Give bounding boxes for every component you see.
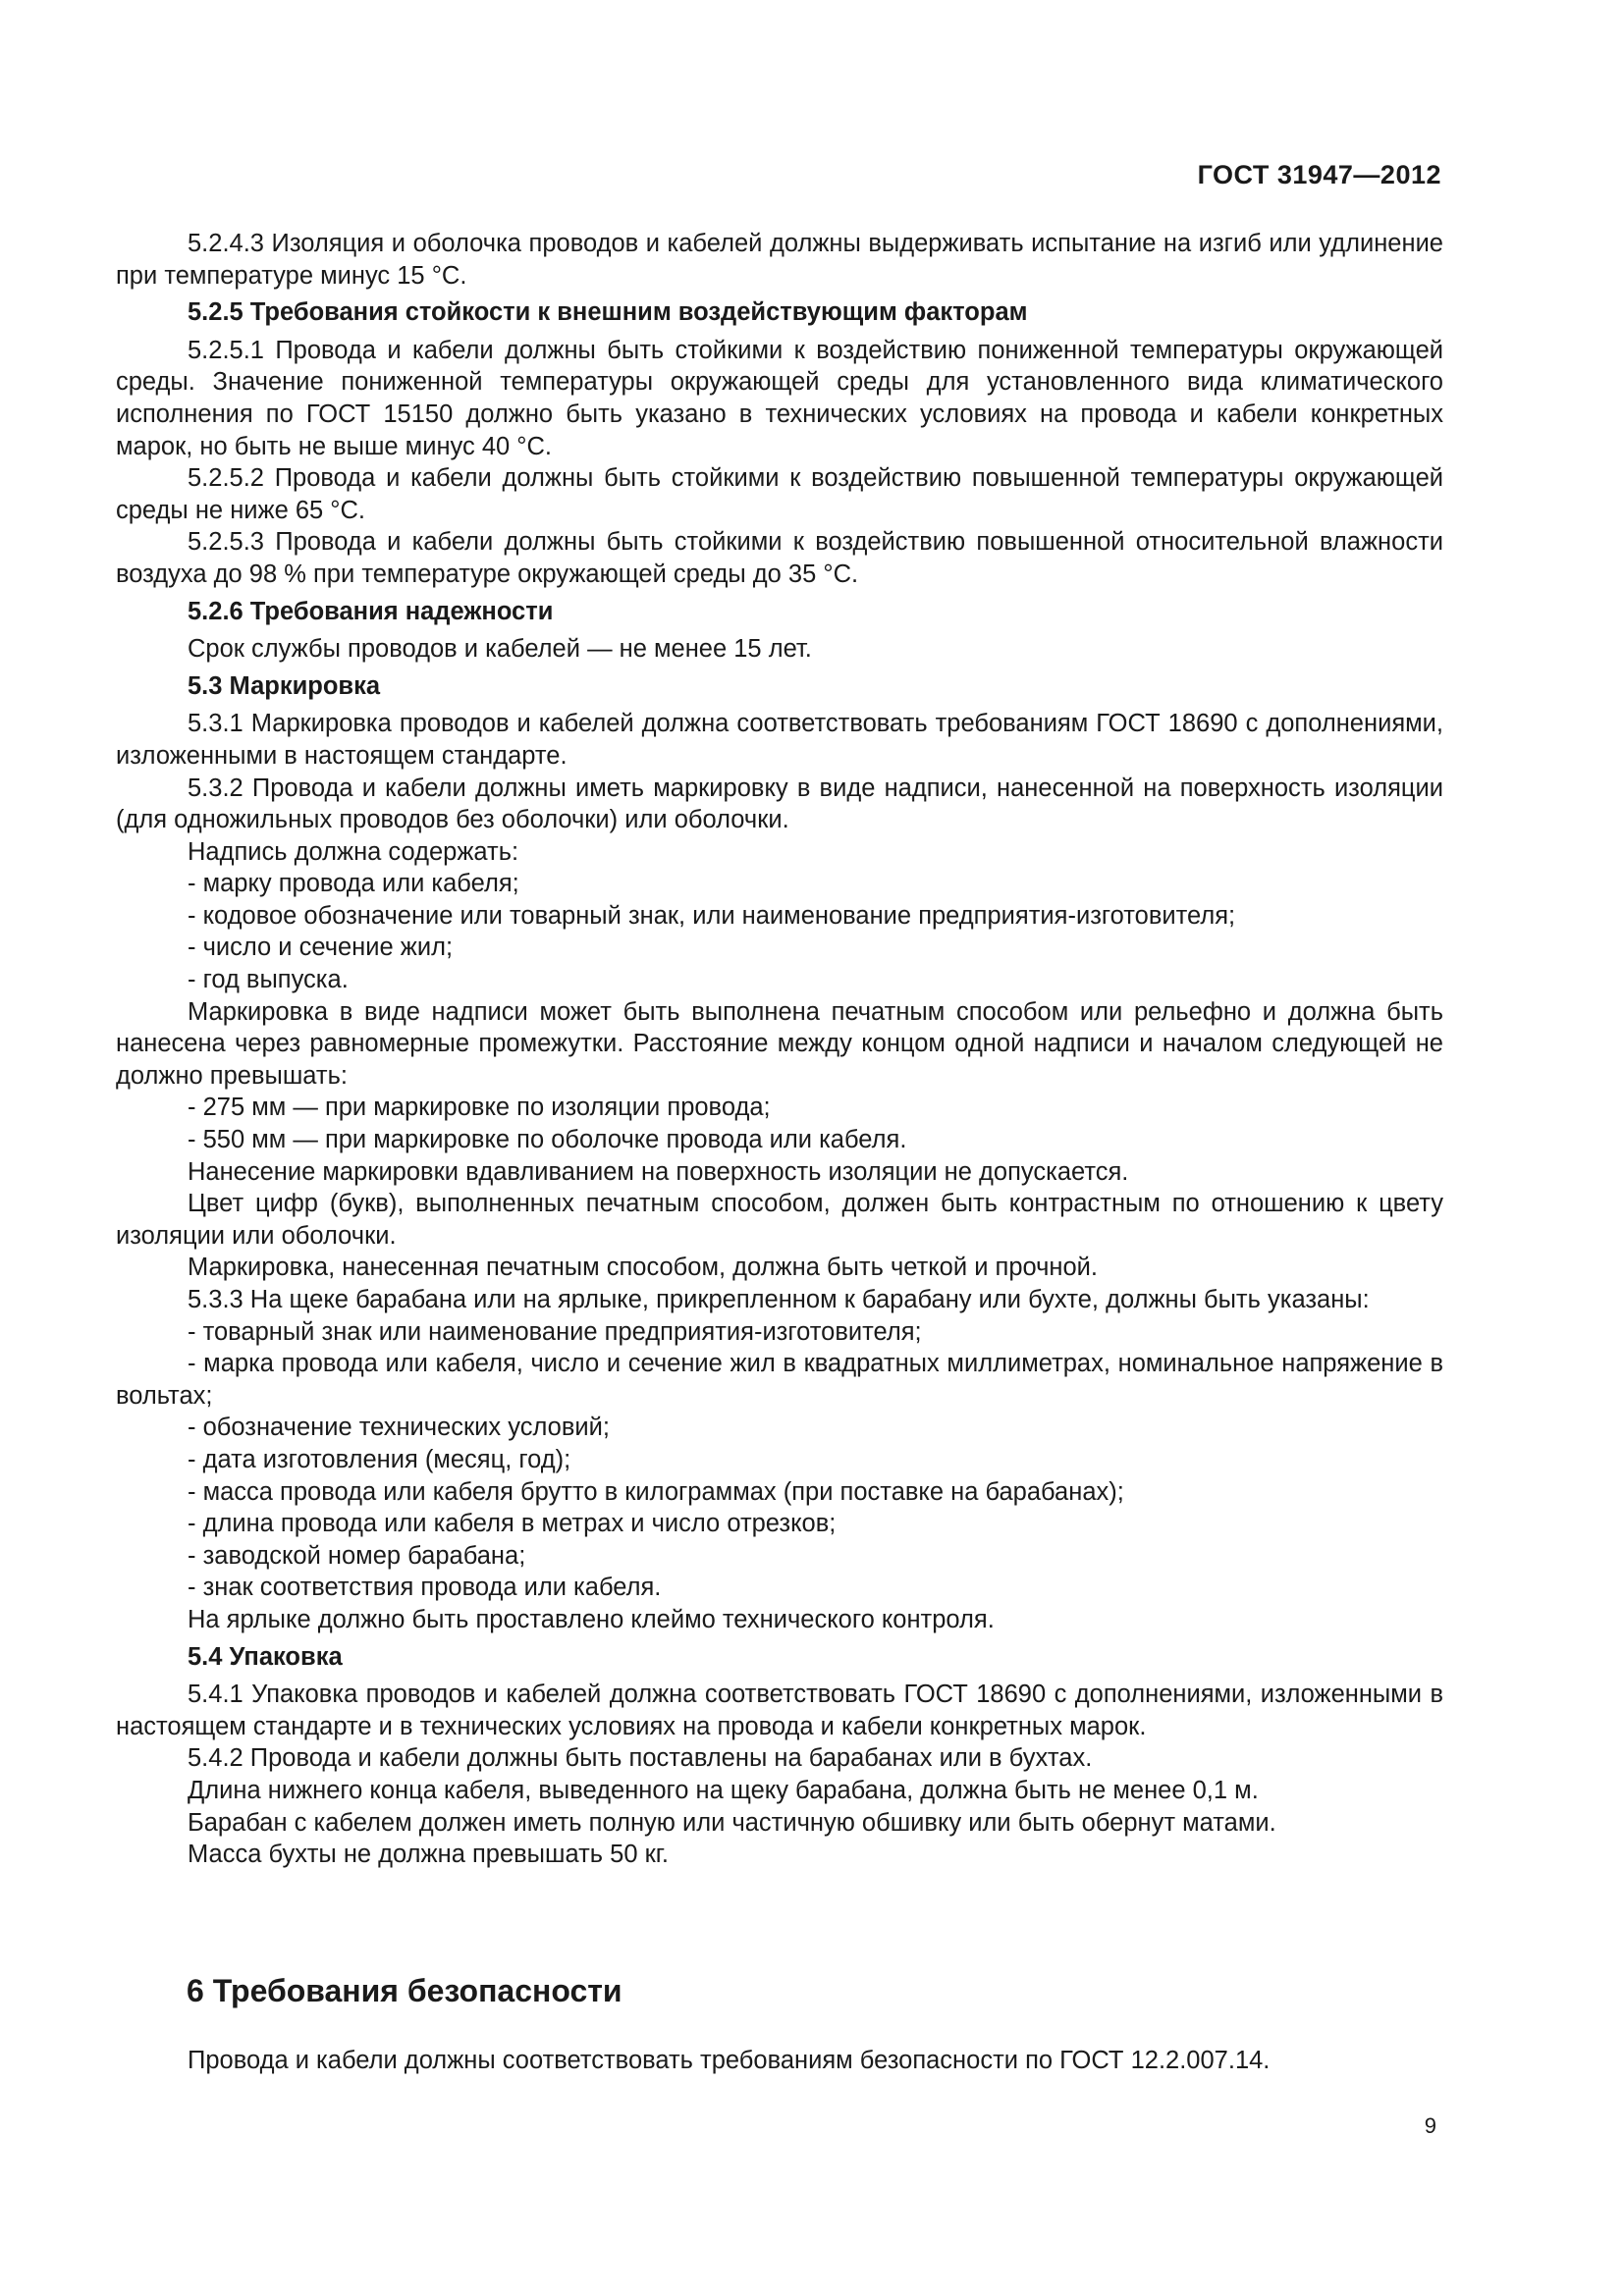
paragraph: Срок службы проводов и кабелей — не менее 15 лет. bbox=[188, 635, 812, 664]
list-item: - 550 мм — при маркировке по оболочке провода или кабеля. bbox=[188, 1126, 907, 1154]
paragraph: Нанесение маркировки вдавливанием на поверхность изоляции не допускается. bbox=[188, 1157, 1129, 1186]
section-6-heading: 6 Требования безопасности bbox=[187, 1973, 622, 2008]
list-item: - год выпуска. bbox=[188, 966, 349, 994]
list-item: - марку провода или кабеля; bbox=[188, 870, 519, 898]
paragraph: На ярлыке должно быть проставлено клеймо технического контроля. bbox=[188, 1605, 995, 1633]
paragraph: Цвет цифр (букв), выполненных печатным способом, должен быть контрастным по отношению к цвету изоляции или оболочки. bbox=[116, 1190, 1443, 1250]
paragraph: 5.4.1 Упаковка проводов и кабелей должна соответствовать ГОСТ 18690 с дополнениями, изложенными в настоящем стандарте и в технических условиях на провода и кабели конкретных марок. bbox=[116, 1681, 1443, 1740]
list-item: - товарный знак или наименование предприятия-изготовителя; bbox=[188, 1317, 922, 1346]
section-6-text: Провода и кабели должны соответствовать требованиям безопасности по ГОСТ 12.2.007.14. bbox=[188, 2047, 1271, 2074]
list-item: - знак соответствия провода или кабеля. bbox=[188, 1574, 662, 1602]
paragraph: Масса бухты не должна превышать 50 кг. bbox=[188, 1841, 670, 1869]
paragraph: 5.2.5.1 Провода и кабели должны быть стойкими к воздействию пониженной температуры окружающей среды. Значение пониженной температуры окружающей среды для установленного вида климатического исполнения по ГОСТ 15150 должно быть указано в технических условиях на провода и кабели конкретных марок, но быть не выше минус 40 °С. bbox=[116, 336, 1443, 460]
paragraph: 5.3.2 Провода и кабели должны иметь маркировку в виде надписи, нанесенной на поверхность изоляции (для одножильных проводов без оболочки) или оболочки. bbox=[116, 774, 1443, 834]
paragraph: Надпись должна содержать: bbox=[188, 837, 519, 866]
list-item: - 275 мм — при маркировке по изоляции провода; bbox=[188, 1094, 771, 1122]
paragraph: 5.3.1 Маркировка проводов и кабелей должна соответствовать требованиям ГОСТ 18690 с дополнениями, изложенными в настоящем стандарте. bbox=[116, 710, 1443, 770]
list-item: - дата изготовления (месяц, год); bbox=[188, 1445, 571, 1473]
paragraph: Маркировка в виде надписи может быть выполнена печатным способом или рельефно и должна быть нанесена через равномерные промежутки. Расстояние между концом одной надписи и началом следующей не должно превышать: bbox=[116, 997, 1443, 1090]
list-item: - число и сечение жил; bbox=[188, 934, 454, 962]
list-item: - обозначение технических условий; bbox=[188, 1414, 610, 1442]
paragraph: Барабан с кабелем должен иметь полную или частичную обшивку или быть обернут матами. bbox=[188, 1808, 1276, 1837]
list-item: - масса провода или кабеля брутто в килограммах (при поставке на барабанах); bbox=[188, 1477, 1124, 1506]
document-designation: ГОСТ 31947—2012 bbox=[1197, 160, 1441, 189]
paragraph: 5.4.2 Провода и кабели должны быть поставлены на барабанах или в бухтах. bbox=[188, 1744, 1093, 1773]
document-body bbox=[116, 228, 1443, 1871]
subsection-heading: 5.2.6 Требования надежности bbox=[188, 597, 554, 625]
list-item: - длина провода или кабеля в метрах и число отрезков; bbox=[188, 1510, 837, 1538]
paragraph: Длина нижнего конца кабеля, выведенного на щеку барабана, должна быть не менее 0,1 м. bbox=[188, 1776, 1259, 1804]
subsection-heading: 5.3 Маркировка bbox=[188, 671, 381, 700]
list-item: - кодовое обозначение или товарный знак, или наименование предприятия-изготовителя; bbox=[188, 901, 1236, 930]
paragraph: Маркировка, нанесенная печатным способом, должна быть четкой и прочной. bbox=[188, 1254, 1099, 1282]
paragraph: 5.2.5.2 Провода и кабели должны быть стойкими к воздействию повышенной температуры окружающей среды не ниже 65 °С. bbox=[116, 464, 1443, 524]
list-item: - заводской номер барабана; bbox=[188, 1541, 526, 1570]
paragraph: 5.2.4.3 Изоляция и оболочка проводов и кабелей должны выдерживать испытание на изгиб или удлинение при температуре минус 15 °С. bbox=[116, 230, 1443, 290]
paragraph: 5.2.5.3 Провода и кабели должны быть стойкими к воздействию повышенной относительной влажности воздуха до 98 % при температуре окружающей среды до 35 °С. bbox=[116, 528, 1443, 588]
paragraph: - марка провода или кабеля, число и сечение жил в квадратных миллиметрах, номинальное напряжение в вольтах; bbox=[116, 1350, 1443, 1410]
page-number: 9 bbox=[1424, 2113, 1436, 2138]
paragraph: 5.3.3 На щеке барабана или на ярлыке, прикрепленном к барабану или бухте, должны быть указаны: bbox=[188, 1286, 1370, 1313]
subsection-heading: 5.2.5 Требования стойкости к внешним воздействующим факторам bbox=[188, 298, 1028, 327]
subsection-heading: 5.4 Упаковка bbox=[188, 1642, 343, 1671]
